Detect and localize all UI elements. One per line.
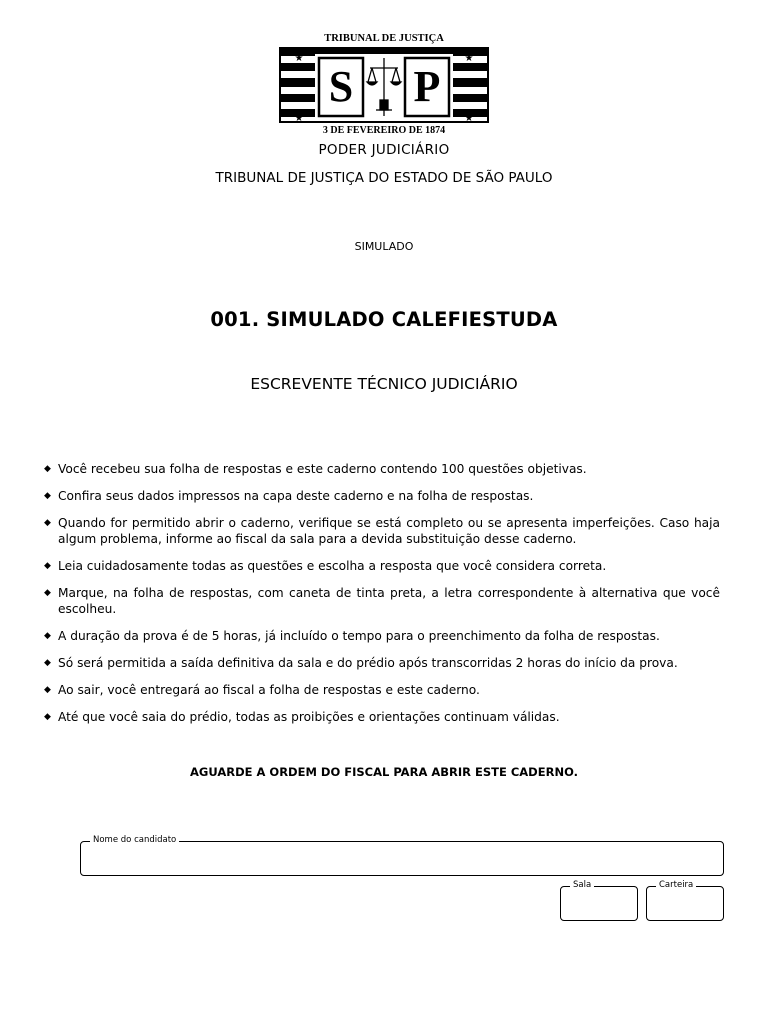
instruction-item: ◆ Leia cuidadosamente todas as questões e escolha a resposta que você considera correta. — [44, 558, 720, 574]
instruction-item: ◆ Confira seus dados impressos na capa deste caderno e na folha de respostas. — [44, 488, 720, 504]
candidate-name-field[interactable] — [80, 835, 724, 876]
instruction-item: ◆ Marque, na folha de respostas, com caneta de tinta preta, a letra correspondente à alternativa que você escolheu. — [44, 585, 720, 617]
instruction-item: ◆ Quando for permitido abrir o caderno, verifique se está completo ou se apresenta imperfeições. Caso haja algum problema, informe ao fiscal da sala para a devida substituição desse caderno. — [44, 515, 720, 547]
seal-top-text: TRIBUNAL DE JUSTIÇA — [324, 33, 444, 44]
star-icon: ★ — [294, 113, 304, 124]
candidate-name-label: Nome do candidato — [90, 835, 179, 846]
instruction-item: ◆ Só será permitida a saída definitiva da sala e do prédio após transcorridas 2 horas do início da prova. — [44, 655, 720, 671]
instruction-item: ◆ Você recebeu sua folha de respostas e este caderno contendo 100 questões objetivas. — [44, 461, 720, 477]
instruction-item: ◆ Ao sair, você entregará ao fiscal a folha de respostas e este caderno. — [44, 682, 720, 698]
exam-title: 001. SIMULADO CALEFIESTUDA — [210, 308, 558, 331]
seal-bottom-text: 3 DE FEVEREIRO DE 1874 — [322, 125, 446, 136]
room-field[interactable] — [560, 880, 638, 921]
desk-field[interactable] — [646, 880, 724, 921]
court-seal — [279, 30, 489, 140]
org-line-2: TRIBUNAL DE JUSTIÇA DO ESTADO DE SÃO PAULO — [215, 170, 553, 186]
instruction-item: ◆ Até que você saia do prédio, todas as proibições e orientações continuam válidas. — [44, 709, 720, 725]
org-line-1: PODER JUDICIÁRIO — [318, 142, 450, 158]
star-icon: ★ — [294, 53, 304, 64]
star-icon: ★ — [464, 53, 474, 64]
star-icon: ★ — [464, 113, 474, 124]
instructions-list — [44, 461, 720, 736]
instruction-item: ◆ A duração da prova é de 5 horas, já incluído o tempo para o preenchimento da folha de respostas. — [44, 628, 720, 644]
room-label: Sala — [570, 880, 594, 891]
desk-label: Carteira — [656, 880, 696, 891]
wait-notice: AGUARDE A ORDEM DO FISCAL PARA ABRIR ESTE CADERNO. — [190, 765, 578, 779]
seal-letter-s: S — [328, 62, 354, 111]
exam-label: SIMULADO — [354, 240, 414, 253]
seal-letter-p: P — [413, 62, 441, 111]
exam-subtitle: ESCREVENTE TÉCNICO JUDICIÁRIO — [250, 375, 518, 393]
